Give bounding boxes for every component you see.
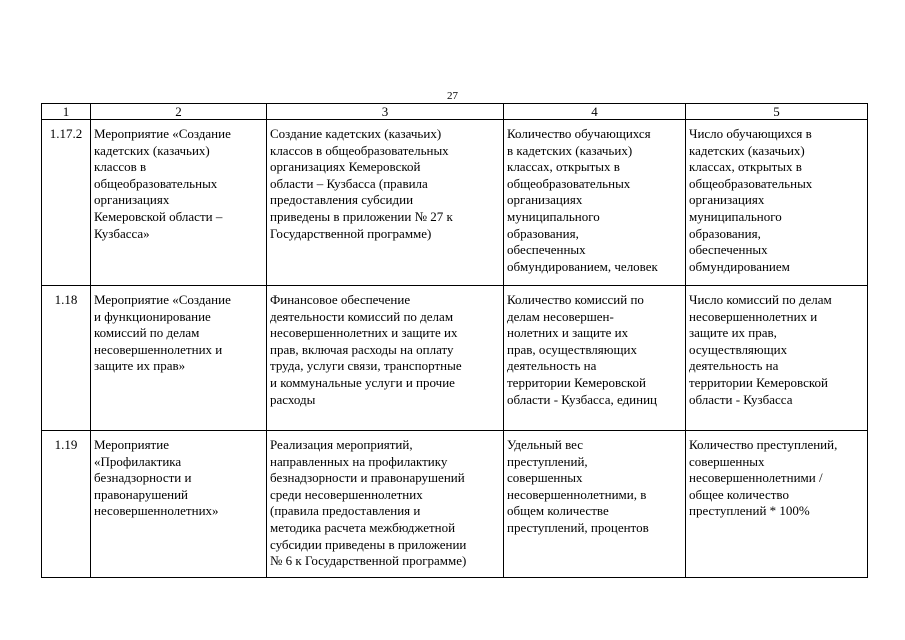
cell-text-line: методика расчета межбюджетной [270, 519, 456, 535]
cell-text-line: среди несовершеннолетних [270, 486, 423, 502]
indicator-cell [504, 120, 686, 286]
formula-cell [686, 120, 868, 286]
cell-text-line: Количество обучающихся [507, 126, 651, 141]
cell-text-line: преступлений * 100% [689, 503, 810, 519]
cell-text-line: Мероприятие [94, 437, 169, 452]
cell-text-line: классов в [94, 159, 147, 175]
cell-text-line: несовершеннолетних и защите их [270, 325, 458, 341]
cell-text-line: деятельность на [507, 358, 597, 374]
row-number-cell: 1.18 [42, 286, 91, 431]
cell-text-line: образования, [689, 225, 761, 241]
cell-text-line: организациях [507, 192, 583, 208]
cell-text-line: защите их прав» [94, 358, 186, 374]
cell-text-line: деятельности комиссий по делам [270, 308, 454, 324]
cell-text-line: правонарушений [94, 486, 188, 502]
cell-text-line: организациях [94, 192, 170, 208]
header-col-4: 4 [504, 104, 686, 120]
indicator-cell [504, 286, 686, 431]
cell-text-line: Число обучающихся в [689, 126, 812, 141]
cell-text-line: Финансовое обеспечение [270, 292, 411, 307]
cell-text-line: Удельный вес [507, 437, 584, 452]
cell-text-line: территории Кемеровской [507, 374, 646, 390]
cell-text-line: муниципального [507, 208, 600, 224]
cell-text-line: субсидии приведены в приложении [270, 536, 467, 552]
cell-text-line: деятельность на [689, 358, 779, 374]
cell-text-line: защите их прав, [689, 325, 777, 341]
table-row [42, 431, 868, 578]
cell-text-line: преступлений, процентов [507, 519, 649, 535]
cell-text-line: территории Кемеровской [689, 374, 828, 390]
cell-text-line: № 6 к Государственной программе) [270, 553, 467, 569]
cell-text-line: совершенных [507, 470, 583, 486]
cell-text-line: и коммунальные услуги и прочие [270, 374, 455, 390]
cell-text-line: области - Кузбасса, единиц [507, 391, 658, 407]
cell-text-line: обмундированием [689, 258, 790, 274]
cell-text-line: области – Кузбасса (правила [270, 175, 428, 191]
cell-text-line: труда, услуги связи, транспортные [270, 358, 462, 374]
description-cell [267, 286, 504, 431]
page-number: 27 [447, 90, 458, 102]
cell-text-line: классах, открытых в [507, 159, 620, 175]
cell-text-line: и функционирование [94, 308, 211, 324]
row-number-cell: 1.17.2 [42, 120, 91, 286]
cell-text-line: несовершеннолетними, в [507, 486, 647, 502]
header-col-5: 5 [686, 104, 868, 120]
cell-text-line: преступлений, [507, 453, 588, 469]
cell-text-line: обеспеченных [507, 242, 586, 258]
indicator-cell [504, 431, 686, 578]
description-cell [267, 120, 504, 286]
cell-text-line: Реализация мероприятий, [270, 437, 413, 452]
header-col-2: 2 [91, 104, 267, 120]
cell-text-line: области - Кузбасса [689, 391, 793, 407]
cell-text-line: общеобразовательных [507, 175, 631, 191]
cell-text-line: образования, [507, 225, 579, 241]
cell-text-line: Число комиссий по делам [689, 292, 832, 307]
measures-table [41, 103, 868, 578]
cell-text-line: муниципального [689, 208, 782, 224]
table-row [42, 286, 868, 431]
cell-text-line: Государственной программе) [270, 225, 432, 241]
cell-text-line: несовершеннолетних» [94, 503, 219, 519]
cell-text-line: классов в общеобразовательных [270, 142, 449, 158]
formula-cell [686, 431, 868, 578]
cell-text-line: (правила предоставления и [270, 503, 421, 519]
header-col-1: 1 [42, 104, 91, 120]
cell-text-line: общеобразовательных [689, 175, 813, 191]
cell-text-line: Кузбасса» [94, 225, 150, 241]
cell-text-line: организациях Кемеровской [270, 159, 421, 175]
cell-text-line: общее количество [689, 486, 789, 502]
cell-text-line: прав, осуществляющих [507, 341, 637, 357]
cell-text-line: безнадзорности и [94, 470, 192, 486]
cell-text-line: осуществляющих [689, 341, 788, 357]
cell-text-line: нолетних и защите их [507, 325, 629, 341]
cell-text-line: общеобразовательных [94, 175, 218, 191]
description-cell [267, 431, 504, 578]
header-col-3: 3 [267, 104, 504, 120]
cell-text-line: Количество преступлений, [689, 437, 838, 452]
cell-text-line: направленных на профилактику [270, 453, 448, 469]
row-number-cell: 1.19 [42, 431, 91, 578]
cell-text-line: организациях [689, 192, 765, 208]
cell-text-line: Мероприятие «Создание [94, 126, 231, 141]
cell-text-line: кадетских (казачьих) [94, 142, 210, 158]
cell-text-line: обмундированием, человек [507, 258, 658, 274]
cell-text-line: обеспеченных [689, 242, 768, 258]
cell-text-line: комиссий по делам [94, 325, 200, 341]
cell-text-line: прав, включая расходы на оплату [270, 341, 454, 357]
cell-text-line: несовершеннолетних и [94, 341, 223, 357]
cell-text-line: «Профилактика [94, 453, 182, 469]
cell-text-line: делам несовершен- [507, 308, 614, 324]
cell-text-line: несовершеннолетними / [689, 470, 823, 486]
cell-text-line: расходы [270, 391, 316, 407]
event-cell [91, 286, 267, 431]
cell-text-line: безнадзорности и правонарушений [270, 470, 465, 486]
cell-text-line: предоставления субсидии [270, 192, 414, 208]
formula-cell [686, 286, 868, 431]
cell-text-line: несовершеннолетних и [689, 308, 818, 324]
table-row [42, 120, 868, 286]
cell-text-line: классах, открытых в [689, 159, 802, 175]
cell-text-line: в кадетских (казачьих) [507, 142, 633, 158]
event-cell [91, 431, 267, 578]
cell-text-line: Мероприятие «Создание [94, 292, 231, 307]
cell-text-line: кадетских (казачьих) [689, 142, 805, 158]
cell-text-line: приведены в приложении № 27 к [270, 208, 453, 224]
cell-text-line: совершенных [689, 453, 765, 469]
cell-text-line: общем количестве [507, 503, 609, 519]
table-header-row [42, 104, 868, 120]
cell-text-line: Создание кадетских (казачьих) [270, 126, 442, 141]
cell-text-line: Количество комиссий по [507, 292, 644, 307]
event-cell [91, 120, 267, 286]
cell-text-line: Кемеровской области – [94, 208, 223, 224]
